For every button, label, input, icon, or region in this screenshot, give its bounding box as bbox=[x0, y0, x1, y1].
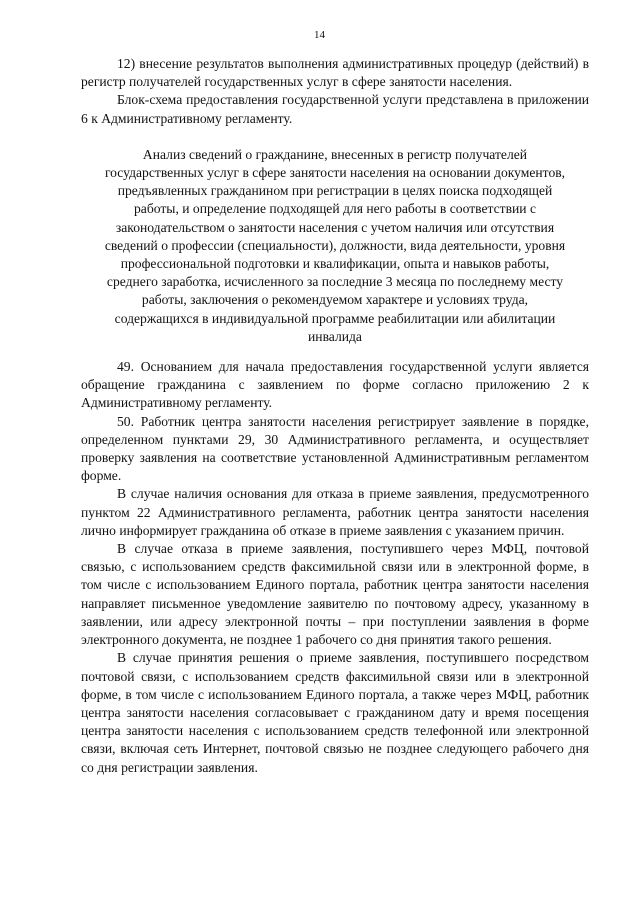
paragraph-flowchart-reference: Блок-схема предоставления государственной услуги представлена в приложении 6 к Административному регламенту. bbox=[81, 92, 589, 126]
paragraph-acceptance-decision: В случае принятия решения о приеме заявления, поступившего посредством почтовой связи, с использованием средств факсимильной связи или в электронной форме, в том числе с использованием Единого портала, а также через МФЦ, работник центра занятости населения согласовывает с гражданином дату и время посещения центра занятости населения с использованием средств телефонной или электронной связи, включая сеть Интернет, почтовой связью не позднее следующего рабочего дня со дня регистрации заявления. bbox=[81, 650, 589, 775]
paragraph-refusal-grounds: В случае наличия основания для отказа в приеме заявления, предусмотренного пунктом 22 Административного регламента, работник центра занятости населения лично информирует гражданина об отказе в приеме заявления с указанием причин. bbox=[81, 486, 589, 538]
flowchart-block-text: Анализ сведений о гражданине, внесенных в регистр получателей государственных услуг в сфере занятости населения на основании документов, предъявленных гражданином при регистрации в целях поиска подходящей работы, и определение подходящей для него работы в соответствии с законодательством о занятости населения с учетом наличия или отсутствия сведений о профессии (специальности), должности, вида деятельности, уровня профессиональной подготовки и квалификации, опыта и навыков работы, среднего заработка, исчисленного за последние 3 месяца по последнему месту работы, заключения о рекомендуемом характере и условиях труда, содержащихся в индивидуальной программе реабилитации или абилитации инвалида bbox=[104, 146, 566, 344]
document-body bbox=[81, 55, 589, 777]
paragraph-50: 50. Работник центра занятости населения регистрирует заявление в порядке, определенном пунктами 29, 30 Административного регламента, и осуществляет проверку заявления на соответствие установленной Административным регламентом форме. bbox=[81, 413, 589, 484]
spacer bbox=[81, 346, 589, 358]
spacer bbox=[81, 128, 589, 146]
page-number: 14 bbox=[314, 29, 325, 41]
paragraph-49: 49. Основанием для начала предоставления государственной услуги является обращение гражданина с заявлением по форме согласно приложению 2 к Административному регламенту. bbox=[81, 359, 589, 411]
paragraph-item-12: 12) внесение результатов выполнения административных процедур (действий) в регистр получателей государственных услуг в сфере занятости населения. bbox=[81, 56, 589, 90]
paragraph-refusal-notification: В случае отказа в приеме заявления, поступившего через МФЦ, почтовой связью, с использованием средств факсимильной связи или в электронной форме, в том числе с использованием Единого портала, работник центра занятости населения направляет письменное уведомление заявителю по почтовому адресу, указанному в заявлении, или адресу электронной почты – при поступлении заявления в форме электронного документа, не позднее 1 рабочего со дня принятия такого решения. bbox=[81, 541, 589, 648]
